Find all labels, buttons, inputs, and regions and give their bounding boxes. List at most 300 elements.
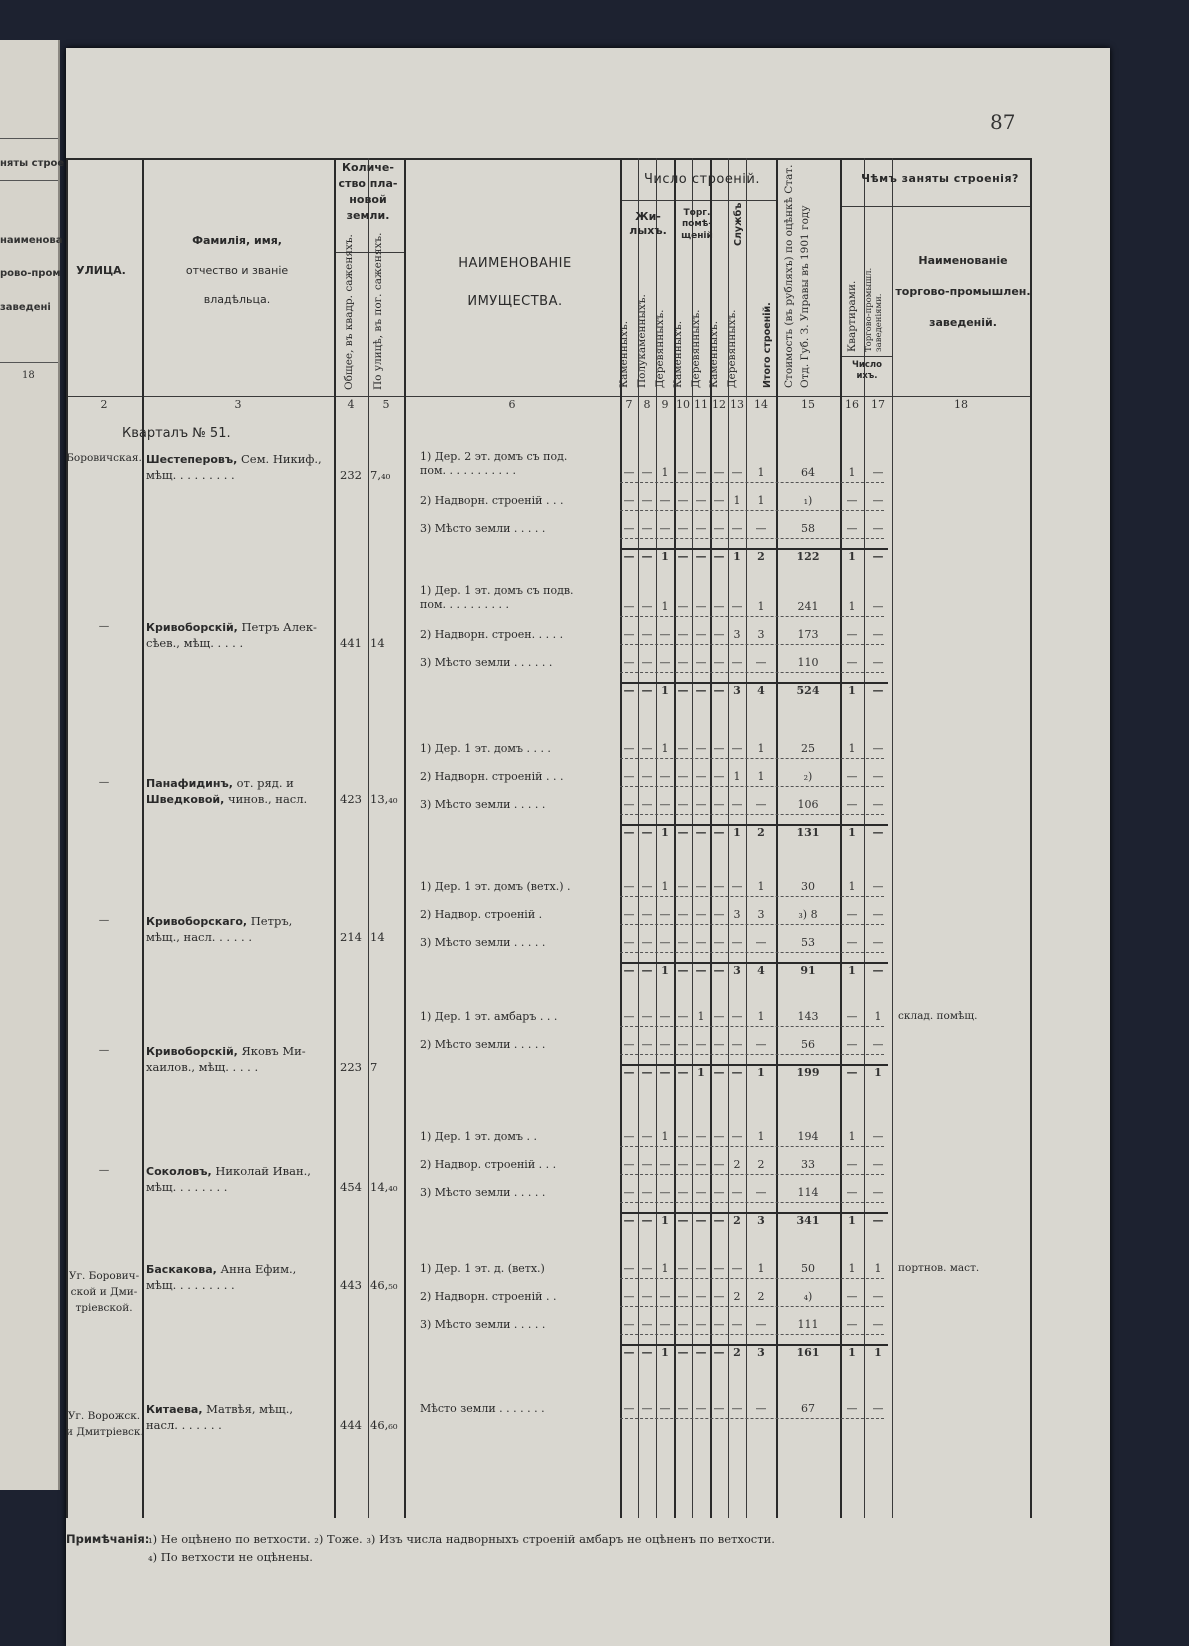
land-area: 441 (340, 636, 362, 650)
header-owner: Фамилія, имя, отчество и званіе владѣльца. (185, 234, 289, 307)
table-cell: 1 (874, 1010, 882, 1023)
table-cell: — (731, 936, 743, 949)
total-cell: 3 (733, 964, 741, 977)
row-dash-rule (620, 896, 884, 898)
table-cell: ₄) (803, 1290, 813, 1303)
total-cell: 1 (661, 684, 669, 697)
column-number: 18 (954, 398, 968, 411)
table-cell: 1 (757, 1130, 765, 1143)
table-cell: — (846, 628, 858, 641)
table-cell: — (713, 798, 725, 811)
header-c16: Квартирами. (846, 280, 858, 352)
total-cell: — (872, 826, 884, 839)
total-cell: 122 (796, 550, 820, 563)
property-name: 1) Дер. 1 эт. домъ (ветх.) . (420, 880, 571, 893)
total-cell: 1 (848, 964, 856, 977)
table-cell: — (872, 1186, 884, 1199)
table-cell: — (872, 1038, 884, 1051)
total-cell: 1 (661, 964, 669, 977)
total-cell: — (659, 1066, 671, 1079)
property-name: 2) Надворн. строеній . . (420, 1290, 557, 1303)
table-cell: — (641, 1010, 653, 1023)
total-cell: 1 (757, 1066, 765, 1079)
table-cell: — (659, 770, 671, 783)
property-name: 1) Дер. 2 эт. домъ съ под. (420, 450, 568, 463)
table-cell: — (695, 798, 707, 811)
table-cell: 3 (757, 908, 765, 921)
total-cell: — (641, 550, 653, 563)
owner-name: Соколовъ, Николай Иван., (146, 1164, 311, 1178)
table-cell: 2 (757, 1290, 765, 1303)
table-cell: — (677, 1130, 689, 1143)
table-cell: — (872, 494, 884, 507)
table-cell: — (731, 1130, 743, 1143)
total-cell: — (713, 684, 725, 697)
land-frontage: 14,₄₀ (370, 1180, 398, 1194)
table-cell: — (846, 1038, 858, 1051)
property-name: пом. . . . . . . . . . (420, 598, 509, 611)
table-cell: — (641, 1318, 653, 1331)
total-cell: — (872, 1214, 884, 1227)
table-cell: — (872, 798, 884, 811)
street-name: и Дмитріевск. (66, 1426, 144, 1438)
total-cell: — (623, 684, 635, 697)
table-cell: — (846, 936, 858, 949)
table-cell: — (755, 1318, 767, 1331)
total-cell: — (641, 1346, 653, 1359)
chislo-ikh-rule (840, 356, 892, 357)
table-cell: — (713, 628, 725, 641)
header-c17: Торгово-промышл. заведеніями. (864, 267, 884, 352)
table-cell: 2 (757, 1158, 765, 1171)
enterprise-name: портнов. маст. (898, 1262, 980, 1274)
property-name: пом. . . . . . . . . . . (420, 464, 516, 477)
total-cell: — (677, 1066, 689, 1079)
table-cell: 194 (797, 1130, 819, 1143)
land-area: 423 (340, 792, 362, 806)
table-cell: — (713, 1262, 725, 1275)
table-cell: — (677, 656, 689, 669)
table-cell: 111 (797, 1318, 819, 1331)
table-cell: — (731, 798, 743, 811)
table-cell: — (731, 880, 743, 893)
table-cell: 173 (797, 628, 819, 641)
total-cell: — (731, 1066, 743, 1079)
owner-detail: насл. . . . . . . (146, 1418, 222, 1432)
table-cell: — (695, 494, 707, 507)
table-cell: — (659, 1186, 671, 1199)
header-name-zav: Наименованіе торгово-промышлен. заведеній. (895, 254, 1031, 329)
total-cell: 2 (757, 826, 765, 839)
total-cell: — (641, 1214, 653, 1227)
owner-detail: сѣев., мѣщ. . . . . (146, 636, 244, 650)
street-name: тріевской. (75, 1302, 133, 1314)
table-cell: — (695, 1038, 707, 1051)
left-header-1: няты строе (0, 158, 65, 169)
table-cell: — (641, 1038, 653, 1051)
table-cell: — (713, 656, 725, 669)
table-cell: 1 (757, 742, 765, 755)
table-cell: — (695, 1402, 707, 1415)
row-dash-rule (620, 1306, 884, 1308)
street-name: — (98, 914, 110, 926)
table-cell: — (731, 600, 743, 613)
table-cell: — (677, 742, 689, 755)
header-c8: Полукаменныхъ. (636, 294, 648, 388)
total-cell: — (641, 826, 653, 839)
table-cell: — (659, 1402, 671, 1415)
table-cell: — (677, 1038, 689, 1051)
table-cell: — (846, 1186, 858, 1199)
table-cell: — (641, 1130, 653, 1143)
table-cell: — (623, 1262, 635, 1275)
table-cell: — (713, 908, 725, 921)
table-cell: — (623, 494, 635, 507)
total-cell: 161 (796, 1346, 820, 1359)
table-cell: 3 (733, 908, 741, 921)
row-dash-rule (620, 672, 884, 674)
table-cell: — (623, 1038, 635, 1051)
table-cell: 1 (757, 770, 765, 783)
table-cell: — (872, 656, 884, 669)
row-dash-rule (620, 1146, 884, 1148)
total-cell: 1 (661, 550, 669, 563)
table-cell: — (872, 770, 884, 783)
table-cell: — (695, 466, 707, 479)
table-cell: — (623, 1186, 635, 1199)
kvartal-title: Кварталъ № 51. (122, 426, 231, 441)
street-name: — (98, 620, 110, 632)
table-cell: 64 (801, 466, 815, 479)
table-cell: — (731, 742, 743, 755)
table-cell: — (641, 656, 653, 669)
table-cell: — (713, 936, 725, 949)
owner-name: Китаева, Матвѣя, мѣщ., (146, 1402, 294, 1416)
table-cell: 241 (797, 600, 819, 613)
table-cell: — (695, 1290, 707, 1303)
total-cell: — (695, 826, 707, 839)
table-cell: — (641, 1262, 653, 1275)
total-cell: — (677, 1346, 689, 1359)
table-cell: 1 (757, 494, 765, 507)
column-number: 11 (694, 398, 708, 411)
table-cell: 110 (797, 656, 819, 669)
table-cell: 1 (661, 880, 669, 893)
property-name: 3) Мѣсто земли . . . . . (420, 522, 546, 535)
header-land: Количе- ство пла- новой земли. (338, 161, 398, 222)
header-land-front: По улицѣ, въ пог. саженяхъ. (372, 232, 384, 390)
total-cell: — (872, 550, 884, 563)
total-cell: — (713, 826, 725, 839)
table-cell: — (677, 1158, 689, 1171)
table-cell: — (755, 1186, 767, 1199)
table-cell: — (713, 522, 725, 535)
table-cell: 1 (874, 1262, 882, 1275)
table-cell: — (659, 628, 671, 641)
table-cell: 1 (757, 1262, 765, 1275)
total-cell: 1 (848, 826, 856, 839)
table-cell: — (846, 1290, 858, 1303)
row-dash-rule (620, 952, 884, 954)
table-cell: 1 (661, 466, 669, 479)
land-frontage: 7 (370, 1060, 378, 1074)
property-name: 3) Мѣсто земли . . . . . (420, 936, 546, 949)
property-name: 1) Дер. 1 эт. домъ съ подв. (420, 584, 574, 597)
total-cell: — (623, 1066, 635, 1079)
table-cell: 1 (848, 880, 856, 893)
table-cell: — (713, 466, 725, 479)
total-cell: — (677, 964, 689, 977)
table-cell: 53 (801, 936, 815, 949)
table-cell: — (677, 1010, 689, 1023)
land-area: 232 (340, 468, 362, 482)
row-dash-rule (620, 616, 884, 618)
table-cell: — (641, 600, 653, 613)
table-cell: 1 (757, 1010, 765, 1023)
column-number: 16 (845, 398, 859, 411)
header-c7: Каменныхъ. (618, 320, 630, 388)
table-cell: — (872, 936, 884, 949)
property-name: Мѣсто земли . . . . . . . (420, 1402, 545, 1415)
table-cell: — (846, 1402, 858, 1415)
table-cell: — (623, 798, 635, 811)
property-name: 2) Надвор. строеній . (420, 908, 543, 921)
table-cell: 1 (733, 770, 741, 783)
column-number: 14 (754, 398, 768, 411)
table-cell: — (623, 880, 635, 893)
table-cell: — (731, 1038, 743, 1051)
total-cell: — (872, 964, 884, 977)
table-cell: — (755, 1402, 767, 1415)
total-cell: — (677, 684, 689, 697)
table-cell: — (695, 1318, 707, 1331)
street-name: ской и Дми- (70, 1286, 138, 1298)
owner-detail: мѣщ. . . . . . . . . (146, 1278, 235, 1292)
table-cell: — (846, 1318, 858, 1331)
total-cell: 1 (733, 826, 741, 839)
column-number: 4 (347, 398, 355, 411)
column-number: 5 (382, 398, 390, 411)
table-cell: — (677, 1318, 689, 1331)
property-name: 1) Дер. 1 эт. домъ . . (420, 1130, 537, 1143)
table-cell: — (695, 1158, 707, 1171)
table-cell: — (659, 522, 671, 535)
table-cell: — (677, 600, 689, 613)
table-cell: — (623, 1290, 635, 1303)
table-cell: 1 (661, 1130, 669, 1143)
total-cell: — (846, 1066, 858, 1079)
table-cell: 67 (801, 1402, 815, 1415)
land-area: 443 (340, 1278, 362, 1292)
table-cell: — (695, 880, 707, 893)
table-cell: — (659, 656, 671, 669)
table-cell: — (713, 1010, 725, 1023)
total-cell: 341 (796, 1214, 820, 1227)
owner-detail: мѣщ. . . . . . . . . (146, 468, 235, 482)
notes-line-2: ₄) По ветхости не оцѣнены. (148, 1550, 313, 1564)
property-name: 2) Надворн. строен. . . . . (420, 628, 564, 641)
table-cell: — (695, 600, 707, 613)
table-cell: — (623, 466, 635, 479)
table-cell: — (713, 600, 725, 613)
table-cell: 1 (661, 600, 669, 613)
total-cell: — (695, 964, 707, 977)
table-cell: — (755, 798, 767, 811)
table-cell: ₂) (803, 770, 813, 783)
table-cell: — (846, 908, 858, 921)
table-cell: — (731, 1318, 743, 1331)
table-cell: — (641, 494, 653, 507)
table-cell: — (659, 494, 671, 507)
table-cell: — (695, 628, 707, 641)
table-cell: — (677, 880, 689, 893)
table-cell: — (623, 770, 635, 783)
total-cell: 2 (733, 1214, 741, 1227)
table-cell: 1 (848, 742, 856, 755)
table-cell: — (872, 600, 884, 613)
table-cell: 25 (801, 742, 815, 755)
street-name: — (98, 1164, 110, 1176)
header-land-total: Общее, въ квадр. саженяхъ. (343, 234, 355, 390)
table-cell: — (659, 1010, 671, 1023)
total-cell: 3 (757, 1214, 765, 1227)
left-header-3: рово-пром (0, 268, 61, 279)
left-header-2: наименова (0, 235, 63, 246)
table-cell: — (846, 522, 858, 535)
property-name: 3) Мѣсто земли . . . . . (420, 1318, 546, 1331)
table-cell: — (695, 936, 707, 949)
column-number: 8 (643, 398, 651, 411)
table-cell: — (623, 656, 635, 669)
total-cell: — (713, 1346, 725, 1359)
total-cell: 1 (733, 550, 741, 563)
header-c13: Деревянныхъ. (726, 309, 738, 388)
total-cell: — (713, 1066, 725, 1079)
total-cell: 1 (874, 1346, 882, 1359)
table-cell: — (677, 936, 689, 949)
left-col-number: 18 (22, 370, 35, 381)
table-cell: — (755, 522, 767, 535)
table-cell: ₁) (803, 494, 813, 507)
table-cell: — (641, 880, 653, 893)
table-cell: — (641, 770, 653, 783)
table-cell: — (677, 908, 689, 921)
street-name: — (98, 1044, 110, 1056)
total-cell: 1 (848, 1346, 856, 1359)
total-cell: — (641, 684, 653, 697)
table-cell: — (641, 628, 653, 641)
table-cell: — (846, 770, 858, 783)
table-cell: — (713, 1402, 725, 1415)
total-cell: — (695, 550, 707, 563)
table-cell: — (713, 1290, 725, 1303)
total-cell: 524 (796, 684, 820, 697)
column-rule (404, 158, 406, 1518)
table-cell: — (731, 466, 743, 479)
table-cell: — (623, 1318, 635, 1331)
table-cell: 114 (797, 1186, 819, 1199)
table-cell: — (872, 1130, 884, 1143)
table-cell: — (641, 1186, 653, 1199)
row-dash-rule (620, 1026, 884, 1028)
table-cell: — (623, 628, 635, 641)
owner-detail: мѣщ., насл. . . . . . (146, 930, 253, 944)
table-cell: — (659, 798, 671, 811)
property-name: 2) Надворн. строеній . . . (420, 494, 564, 507)
header-property: НАИМЕНОВАНІЕ ИМУЩЕСТВА. (458, 256, 572, 309)
land-area: 214 (340, 930, 362, 944)
street-name: Уг. Борович- (68, 1270, 140, 1282)
land-frontage: 46,₆₀ (370, 1418, 398, 1432)
land-frontage: 7,₄₀ (370, 468, 391, 482)
table-cell: — (872, 1318, 884, 1331)
table-cell: 1 (757, 600, 765, 613)
table-cell: 106 (797, 798, 819, 811)
row-dash-rule (620, 482, 884, 484)
table-cell: — (677, 1402, 689, 1415)
street-name: — (98, 776, 110, 788)
land-frontage: 13,₄₀ (370, 792, 398, 806)
row-dash-rule (620, 924, 884, 926)
header-ulitsa: УЛИЦА. (76, 264, 126, 277)
row-dash-rule (620, 1054, 884, 1056)
table-cell: 1 (757, 880, 765, 893)
column-rule (142, 158, 144, 1518)
property-name: 2) Надворн. строеній . . . (420, 770, 564, 783)
column-number: 12 (712, 398, 726, 411)
header-c14: Итого строеній. (762, 302, 773, 388)
table-cell: — (755, 936, 767, 949)
owner-detail: мѣщ. . . . . . . . (146, 1180, 228, 1194)
owner-name: Панафидинъ, от. ряд. и (146, 776, 294, 790)
total-cell: 1 (848, 684, 856, 697)
header-chislo: Число строеній. (643, 172, 761, 187)
table-cell: — (695, 656, 707, 669)
header-c9: Деревянныхъ. (654, 309, 666, 388)
total-cell: — (623, 826, 635, 839)
table-cell: 58 (801, 522, 815, 535)
owner-name: Шестеперовъ, Сем. Никиф., (146, 452, 322, 466)
total-cell: — (677, 826, 689, 839)
property-name: 1) Дер. 1 эт. домъ . . . . (420, 742, 551, 755)
table-cell: — (731, 656, 743, 669)
table-cell: 1 (848, 466, 856, 479)
total-cell: — (623, 1346, 635, 1359)
total-cell: 2 (757, 550, 765, 563)
column-number: 3 (234, 398, 242, 411)
table-cell: — (677, 628, 689, 641)
owner-detail: хаилов., мѣщ. . . . . (146, 1060, 259, 1074)
table-cell: — (659, 1158, 671, 1171)
owner-name: Кривоборскій, Яковъ Ми- (146, 1044, 306, 1058)
table-cell: — (695, 1186, 707, 1199)
total-cell: 3 (733, 684, 741, 697)
left-page-edge (0, 40, 65, 1490)
table-cell: — (731, 1010, 743, 1023)
owner-detail: Шведковой, чинов., насл. (146, 792, 308, 806)
row-dash-rule (620, 1334, 884, 1336)
table-cell: — (641, 936, 653, 949)
table-cell: — (677, 770, 689, 783)
table-cell: 1 (848, 1130, 856, 1143)
property-name: 3) Мѣсто земли . . . . . . (420, 656, 553, 669)
table-cell: — (659, 1318, 671, 1331)
land-frontage: 46,₅₀ (370, 1278, 398, 1292)
table-cell: — (872, 466, 884, 479)
row-dash-rule (620, 758, 884, 760)
table-cell: — (846, 1010, 858, 1023)
table-cell: 2 (733, 1158, 741, 1171)
